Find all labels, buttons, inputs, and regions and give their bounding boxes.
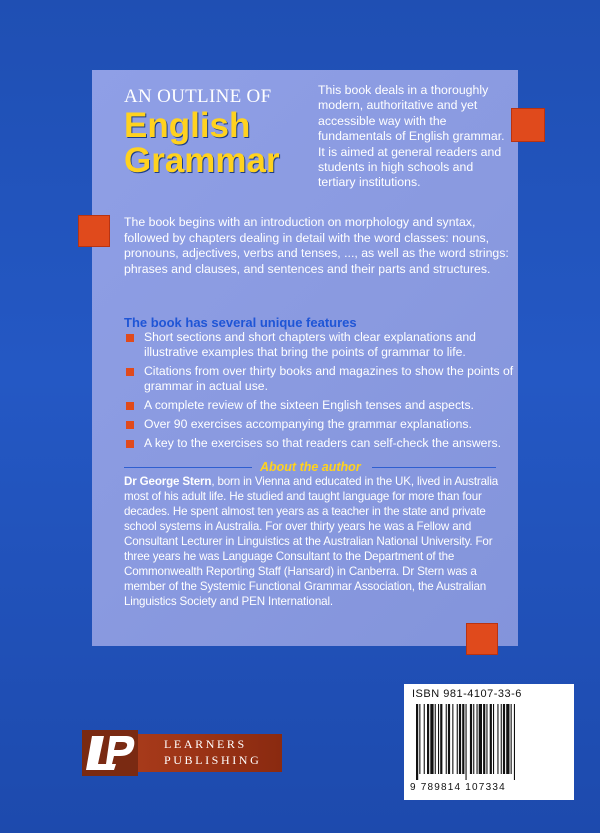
barcode-bar	[419, 704, 420, 774]
author-name: Dr George Stern	[124, 475, 212, 488]
barcode-number: 9 789814 107334	[410, 782, 506, 793]
title-line-3: Grammar	[124, 141, 280, 180]
bullet-square-icon	[126, 440, 134, 448]
barcode-bar	[501, 704, 502, 774]
bullet-square-icon	[126, 368, 134, 376]
intro-text: This book deals in a thoroughly modern, authoritative and yet accessible way with the fundamentals of English grammar. It is aimed at general readers and students in high schools and tertiary institutions.	[318, 83, 505, 190]
barcode-bar	[514, 704, 515, 780]
description-paragraph: The book begins with an introduction on morphology and syntax, followed by chapters dealing in detail with the word classes: nouns, pronouns, adjectives, verbs and tenses, ..., as well as the word strings: phrases and clauses, and sentences and their parts and structures.	[124, 215, 509, 276]
barcode-bar	[506, 704, 509, 774]
barcode-bar	[503, 704, 505, 774]
barcode-bar	[470, 704, 472, 774]
barcode-bar	[490, 704, 492, 774]
orange-square-bottom-right	[466, 623, 498, 655]
author-bio	[124, 474, 516, 609]
barcode-bar	[486, 704, 487, 774]
feature-item: Over 90 exercises accompanying the grammar explanations.	[124, 417, 516, 432]
lp-logo-icon	[82, 730, 138, 776]
barcode-bar	[457, 704, 458, 774]
barcode-bar	[483, 704, 485, 774]
barcode-bar	[473, 704, 474, 774]
book-title	[124, 86, 296, 178]
barcode-bar	[497, 704, 498, 774]
barcode-bar	[440, 704, 442, 774]
barcode-bar	[435, 704, 436, 774]
barcode-bar	[438, 704, 439, 774]
publisher-line-2: PUBLISHING	[164, 753, 262, 767]
barcode-bar	[430, 704, 433, 774]
barcode-bar	[448, 704, 450, 774]
barcode-area	[404, 684, 574, 800]
barcode-bar	[493, 704, 494, 774]
publisher-logo	[82, 730, 282, 776]
features-list	[124, 330, 516, 455]
orange-square-left	[78, 215, 110, 247]
bullet-square-icon	[126, 402, 134, 410]
bullet-square-icon	[126, 334, 134, 342]
title-line-2: English	[124, 106, 251, 145]
feature-item: Citations from over thirty books and magazines to show the points of grammar in actual use.	[124, 364, 516, 394]
barcode-bar	[459, 704, 461, 774]
orange-square-top-right	[511, 108, 545, 142]
divider-left	[124, 467, 252, 468]
barcode-bar	[477, 704, 478, 774]
feature-item: A key to the exercises so that readers can self-check the answers.	[124, 436, 516, 451]
about-author-header	[124, 460, 514, 474]
feature-item: Short sections and short chapters with clear explanations and illustrative examples that bring the points of grammar to life.	[124, 330, 516, 360]
about-author-title: About the author	[260, 460, 361, 474]
barcode-icon	[414, 704, 564, 780]
barcode-bar	[424, 704, 425, 774]
feature-item: A complete review of the sixteen English tenses and aspects.	[124, 398, 516, 413]
barcode-bar	[462, 704, 464, 774]
barcode-bar	[466, 704, 467, 780]
divider-right	[372, 467, 496, 468]
barcode-bar	[416, 704, 418, 780]
author-bio-text: , born in Vienna and educated in the UK, lived in Australia most of his adult life. He studied and taught language for more than four decades. He spent almost ten years as a teacher in the state and private school systems in Australia. For over thirty years he was a Fellow and Consultant Lecturer in Linguistics at the Australian National University. For three years he was Language Consultant to the Department of the Commonwealth Reporting Staff (Hansard) in Canberra. Dr Stern was a member of the Systemic Functional Grammar Association, the Australian Linguistics Society and PEN International.	[124, 475, 499, 608]
barcode-bar	[427, 704, 429, 774]
barcode-bar	[511, 704, 512, 774]
barcode-bar	[452, 704, 453, 774]
title-line-1: AN OUTLINE OF	[124, 86, 272, 107]
isbn-text: ISBN 981-4107-33-6	[412, 688, 522, 700]
publisher-line-1: LEARNERS	[164, 737, 247, 751]
barcode-bar	[479, 704, 482, 774]
features-heading: The book has several unique features	[124, 315, 357, 330]
barcode-bar	[446, 704, 447, 774]
bullet-square-icon	[126, 421, 134, 429]
